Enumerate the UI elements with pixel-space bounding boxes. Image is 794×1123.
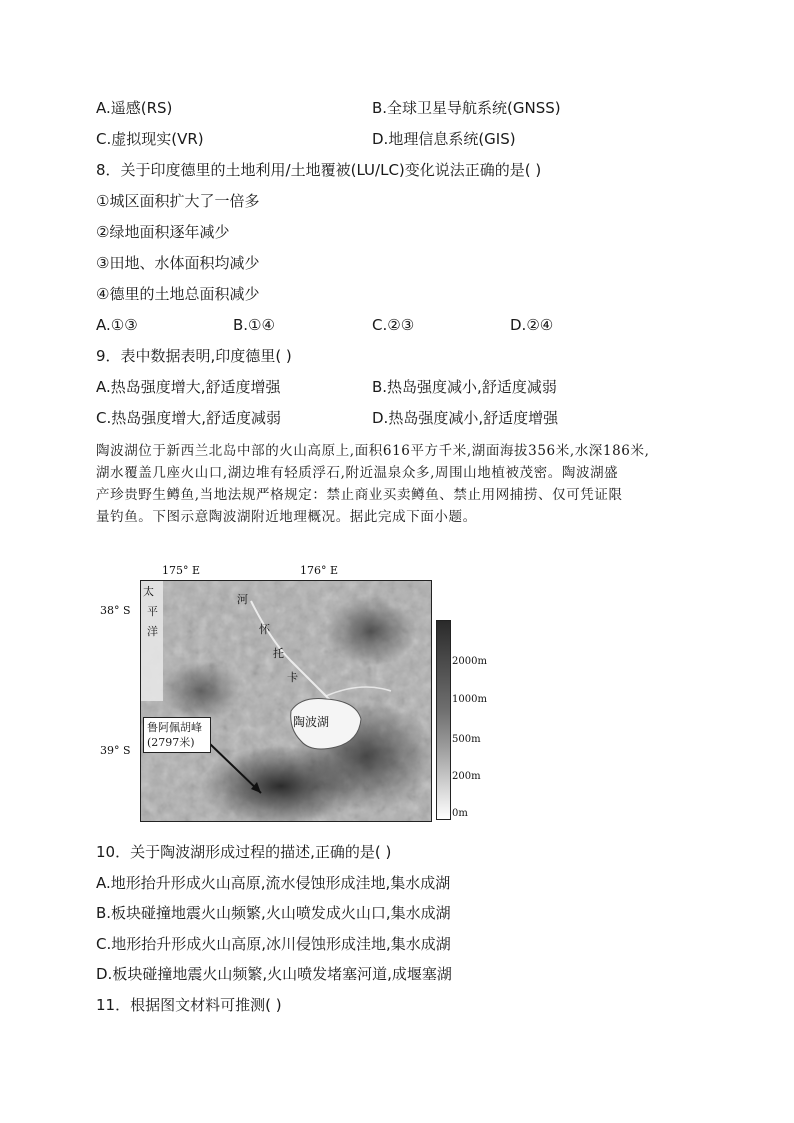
lat-38-label: 38° S: [100, 604, 131, 617]
q7-option-d: D.地理信息系统(GIS): [372, 130, 516, 148]
q7-option-c: C.虚拟现实(VR): [96, 130, 204, 148]
river-label-4: 托: [273, 647, 284, 660]
river-label-3: 卡: [287, 671, 298, 684]
ocean-label-1: 太: [143, 585, 154, 598]
q10-stem: 10．关于陶波湖形成过程的描述,正确的是( ): [96, 843, 392, 861]
peak-height: (2797米): [147, 736, 195, 749]
lake-label: 陶波湖: [293, 715, 330, 729]
q9-option-b: B.热岛强度减小,舒适度减弱: [372, 378, 557, 396]
elevation-legend-bar: [436, 620, 451, 820]
q10-option-c: C.地形抬升形成火山高原,冰川侵蚀形成洼地,集水成湖: [96, 935, 451, 953]
q8-option-a: A.①③: [96, 316, 138, 334]
q8-item-3: ③田地、水体面积均减少: [96, 254, 260, 272]
river-label-2: 怀: [259, 623, 270, 636]
q8-option-d: D.②④: [510, 316, 554, 334]
taupo-map-figure: [100, 560, 487, 825]
q7-option-a: A.遥感(RS): [96, 99, 173, 117]
q8-option-b: B.①④: [233, 316, 275, 334]
passage-line: 量钓鱼。下图示意陶波湖附近地理概况。据此完成下面小题。: [96, 509, 477, 525]
lon-176-label: 176° E: [300, 564, 339, 577]
peak-name: 鲁阿佩胡峰: [147, 721, 202, 734]
q9-stem: 9．表中数据表明,印度德里( ): [96, 347, 292, 365]
legend-500: 500m: [452, 734, 481, 745]
q8-item-1: ①城区面积扩大了一倍多: [96, 192, 260, 210]
passage-line: 湖水覆盖几座火山口,湖边堆有轻质浮石,附近温泉众多,周围山地植被茂密。陶波湖盛: [96, 465, 619, 481]
q8-stem: 8．关于印度德里的土地利用/土地覆被(LU/LC)变化说法正确的是( ): [96, 161, 542, 179]
q7-option-b: B.全球卫星导航系统(GNSS): [372, 99, 561, 117]
q9-option-d: D.热岛强度减小,舒适度增强: [372, 409, 559, 427]
passage-line: 产珍贵野生鳟鱼,当地法规严格规定：禁止商业买卖鳟鱼、禁止用网捕捞、仅可凭证限: [96, 487, 623, 503]
legend-0: 0m: [452, 808, 468, 819]
passage: [96, 440, 702, 528]
q11-stem: 11．根据图文材料可推测( ): [96, 996, 282, 1014]
legend-1000: 1000m: [452, 694, 487, 705]
q10-option-d: D.板块碰撞地震火山频繁,火山喷发堵塞河道,成堰塞湖: [96, 965, 452, 983]
q9-option-c: C.热岛强度增大,舒适度减弱: [96, 409, 282, 427]
passage-line: 陶波湖位于新西兰北岛中部的火山高原上,面积616平方千米,湖面海拔356米,水深186米,: [96, 443, 650, 459]
q8-item-4: ④德里的土地总面积减少: [96, 285, 260, 303]
ocean-label-2: 平: [147, 605, 158, 618]
lat-39-label: 39° S: [100, 744, 131, 757]
legend-2000: 2000m: [452, 656, 487, 667]
q8-option-c: C.②③: [372, 316, 415, 334]
peak-callout: [143, 717, 211, 753]
lon-175-label: 175° E: [162, 564, 201, 577]
q9-option-a: A.热岛强度增大,舒适度增强: [96, 378, 281, 396]
river-label-1: 河: [237, 593, 248, 606]
ocean-label-3: 洋: [147, 625, 158, 638]
q8-item-2: ②绿地面积逐年减少: [96, 223, 230, 241]
q10-option-b: B.板块碰撞地震火山频繁,火山喷发成火山口,集水成湖: [96, 904, 451, 922]
terrain-map: [140, 580, 432, 822]
terrain-shading: [141, 581, 431, 821]
q10-option-a: A.地形抬升形成火山高原,流水侵蚀形成洼地,集水成湖: [96, 874, 451, 892]
legend-200: 200m: [452, 771, 481, 782]
